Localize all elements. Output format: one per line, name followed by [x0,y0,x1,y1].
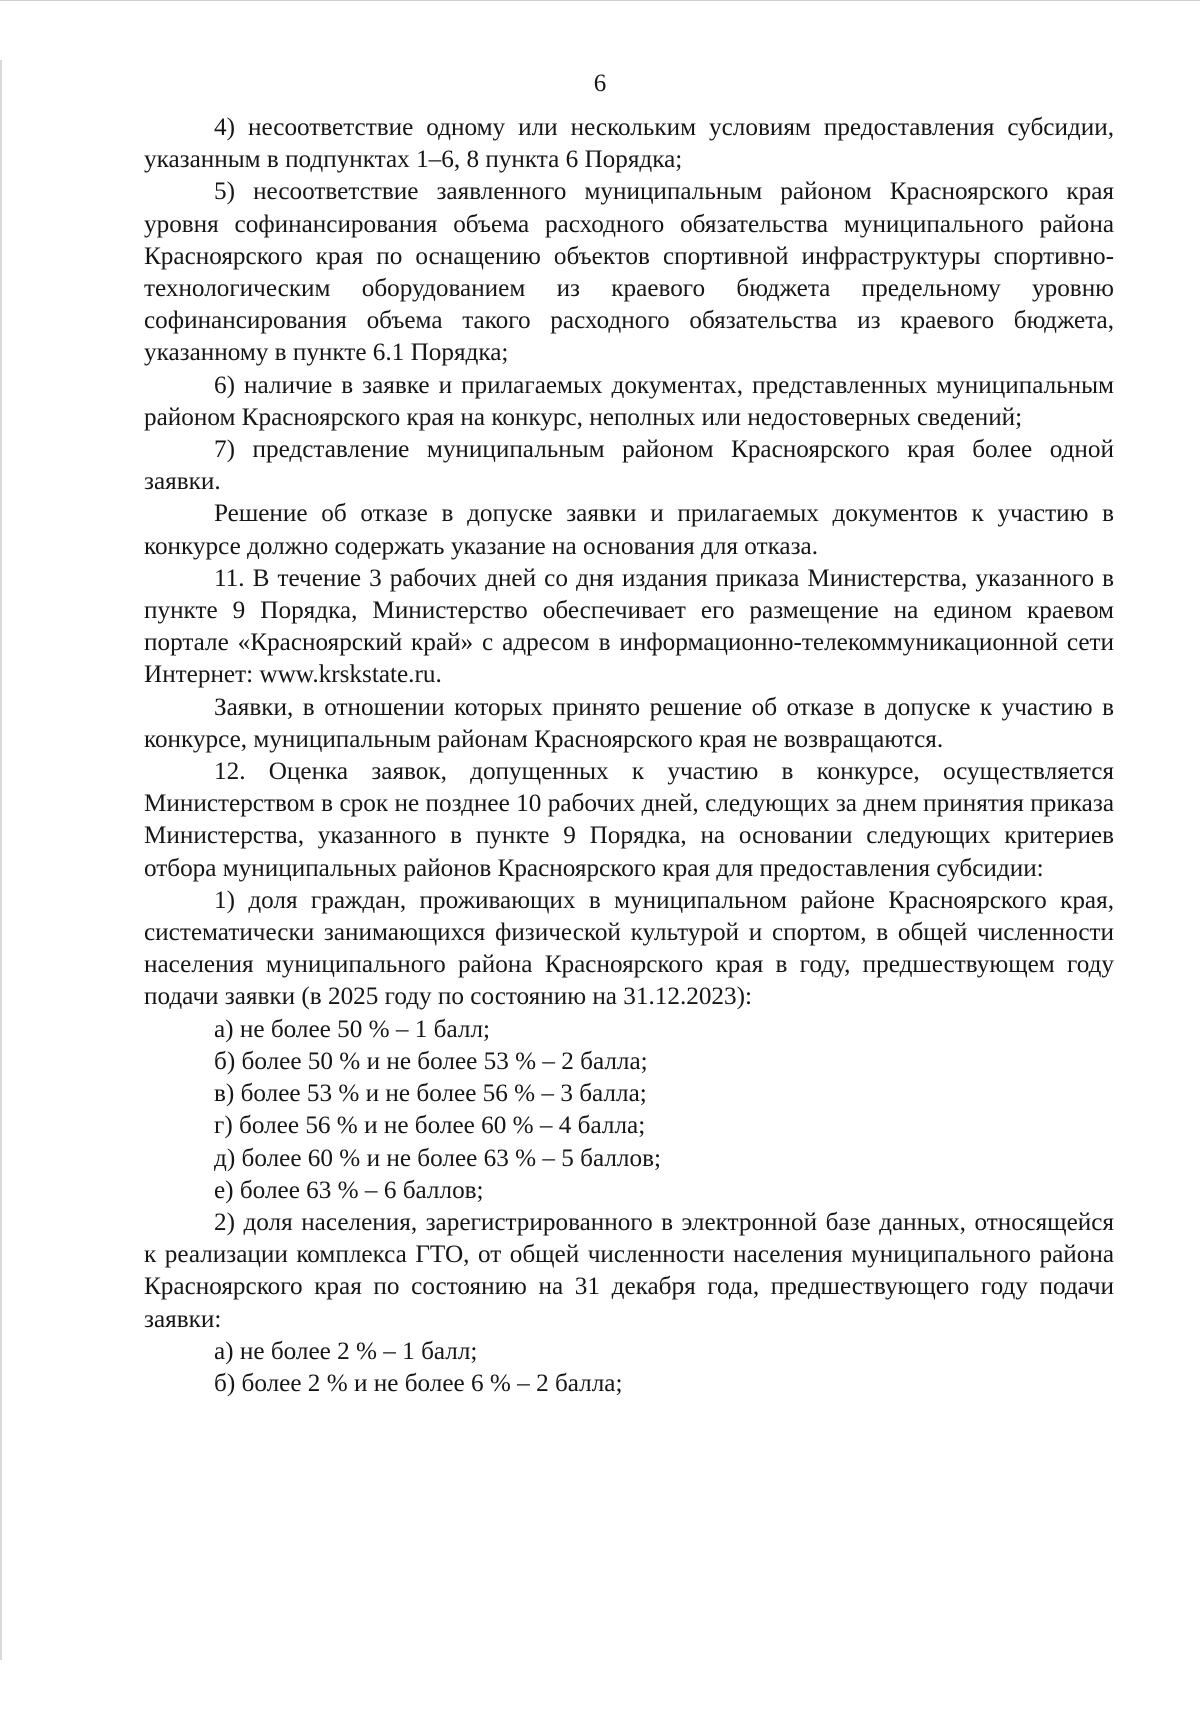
criterion-1-score-d: г) более 56 % и не более 60 % – 4 балла; [214,1112,646,1140]
criterion-1-score-e: д) более 60 % и не более 63 % – 5 баллов; [214,1144,661,1172]
page-number: 6 [593,70,607,97]
scan-top-edge [0,0,1200,1]
criterion-2-score-a: а) не более 2 % – 1 балл; [214,1337,478,1365]
item-7: 7) представление муниципальным районом Красноярского края более одной заявки. [144,436,1114,496]
item-6: 6) наличие в заявке и прилагаемых документах, представленных муниципальным районом Красноярского края на конкурс, неполных или недостоверных сведений; [144,371,1114,431]
criterion-1: 1) доля граждан, проживающих в муниципальном районе Красноярского края, систематически занимающихся физической культурой и спортом, в общей численности населения муниципального района Красноярского края в году, предшествующем году подачи заявки (в 2025 году по состоянию на 31.12.2023): [144,886,1114,1011]
criterion-1-score-f: е) более 63 % – 6 баллов; [214,1176,484,1204]
item-4: 4) несоответствие одному или нескольким условиям предоставления субсидии, указанным в подпунктах 1–6, 8 пункта 6 Порядка; [144,114,1114,174]
applications-not-returned-paragraph: Заявки, в отношении которых принято решение об отказе в допуске к участию в конкурсе, муниципальным районам Красноярского края не возвращаются. [144,693,1114,753]
scan-left-edge [0,60,2,1660]
criterion-2-score-b: б) более 2 % и не более 6 % – 2 балла; [214,1369,623,1397]
item-5: 5) несоответствие заявленного муниципальным районом Красноярского края уровня софинансирования объема расходного обязательства муниципального района Красноярского края по оснащению объектов спортивной инфраструктуры спортивно-технологическим оборудованием из краевого бюджета предельному уровню софинансирования объема такого расходного обязательства из краевого бюджета, указанному в пункте 6.1 Порядка; [144,178,1114,367]
criterion-1-score-b: б) более 50 % и не более 53 % – 2 балла; [214,1047,648,1075]
criterion-1-score-a: а) не более 50 % – 1 балл; [214,1015,491,1043]
criterion-2: 2) доля населения, зарегистрированного в электронной базе данных, относящейся к реализации комплекса ГТО, от общей численности населения муниципального района Красноярского края по состоянию на 31 декабря года, предшествующего году подачи заявки: [144,1208,1114,1333]
refusal-decision-paragraph: Решение об отказе в допуске заявки и прилагаемых документов к участию в конкурсе должно содержать указание на основания для отказа. [144,500,1114,560]
clause-12: 12. Оценка заявок, допущенных к участию в конкурсе, осуществляется Министерством в срок не позднее 10 рабочих дней, следующих за днем принятия приказа Министерства, указанного в пункте 9 Порядка, на основании следующих критериев отбора муниципальных районов Красноярского края для предоставления субсидии: [144,758,1114,882]
clause-11: 11. В течение 3 рабочих дней со дня издания приказа Министерства, указанного в пункте 9 Порядка, Министерство обеспечивает его размещение на едином краевом портале «Красноярский край» с адресом в информационно-телекоммуникационной сети Интернет: www.krskstate.ru. [144,564,1114,689]
criterion-1-score-c: в) более 53 % и не более 56 % – 3 балла; [214,1080,647,1108]
document-body [144,112,1114,1400]
